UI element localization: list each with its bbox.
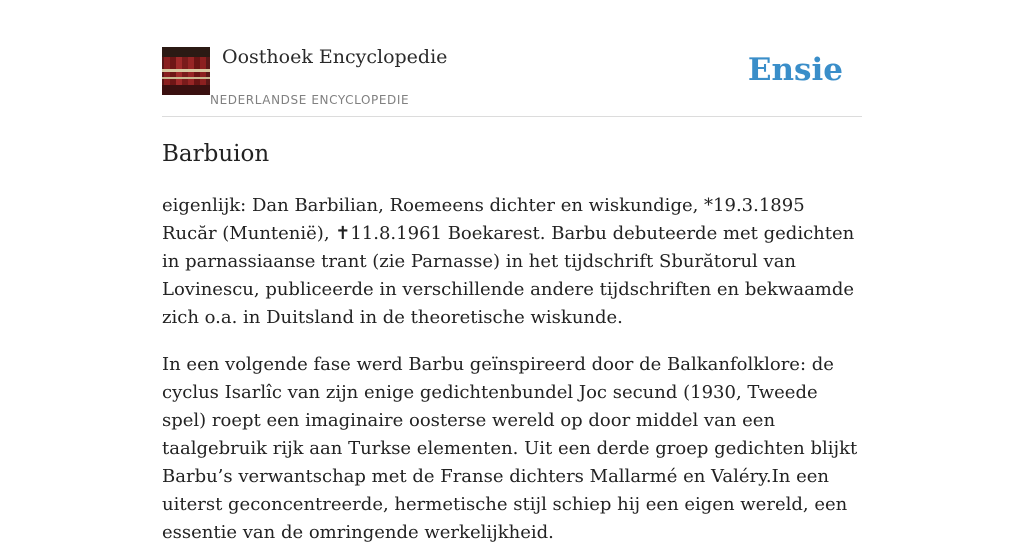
site-subtitle: NEDERLANDSE ENCYCLOPEDIE [210, 93, 410, 107]
article-paragraph: eigenlijk: Dan Barbilian, Roemeens dichter en wiskundige, *19.3.1895 Rucăr (Muntenië), ✝11.8.1961 Boekarest. Barbu debuteerde met gedichten in parnassiaanse trant (zie Parnasse) in het tijdschrift Sburătorul van Lovinescu, publiceerde in verschillende andere tijdschriften en bekwaamde zich o.a. in Duitsland in de theoretische wiskunde. [162, 195, 855, 328]
article-title: Barbuion [162, 141, 270, 167]
encyclopedia-books-icon[interactable] [162, 47, 210, 95]
article [162, 138, 862, 547]
ensie-logo-link[interactable]: Ensie [747, 52, 843, 88]
site-header [162, 46, 862, 117]
article-paragraph: In een volgende fase werd Barbu geïnspireerd door de Balkanfolklore: de cyclus Isarlîc van zijn enige gedichtenbundel Joc secund (1930, Tweede spel) roept een imaginaire oosterse wereld op door middel van een taalgebruik rijk aan Turkse elementen. Uit een derde groep gedichten blijkt Barbu’s verwantschap met de Franse dichters Mallarmé en Valéry.In een uiterst geconcentreerde, hermetische stijl schiep hij een eigen wereld, een essentie van de omringende werkelijkheid. [162, 354, 858, 543]
site-title[interactable]: Oosthoek Encyclopedie [222, 46, 448, 68]
